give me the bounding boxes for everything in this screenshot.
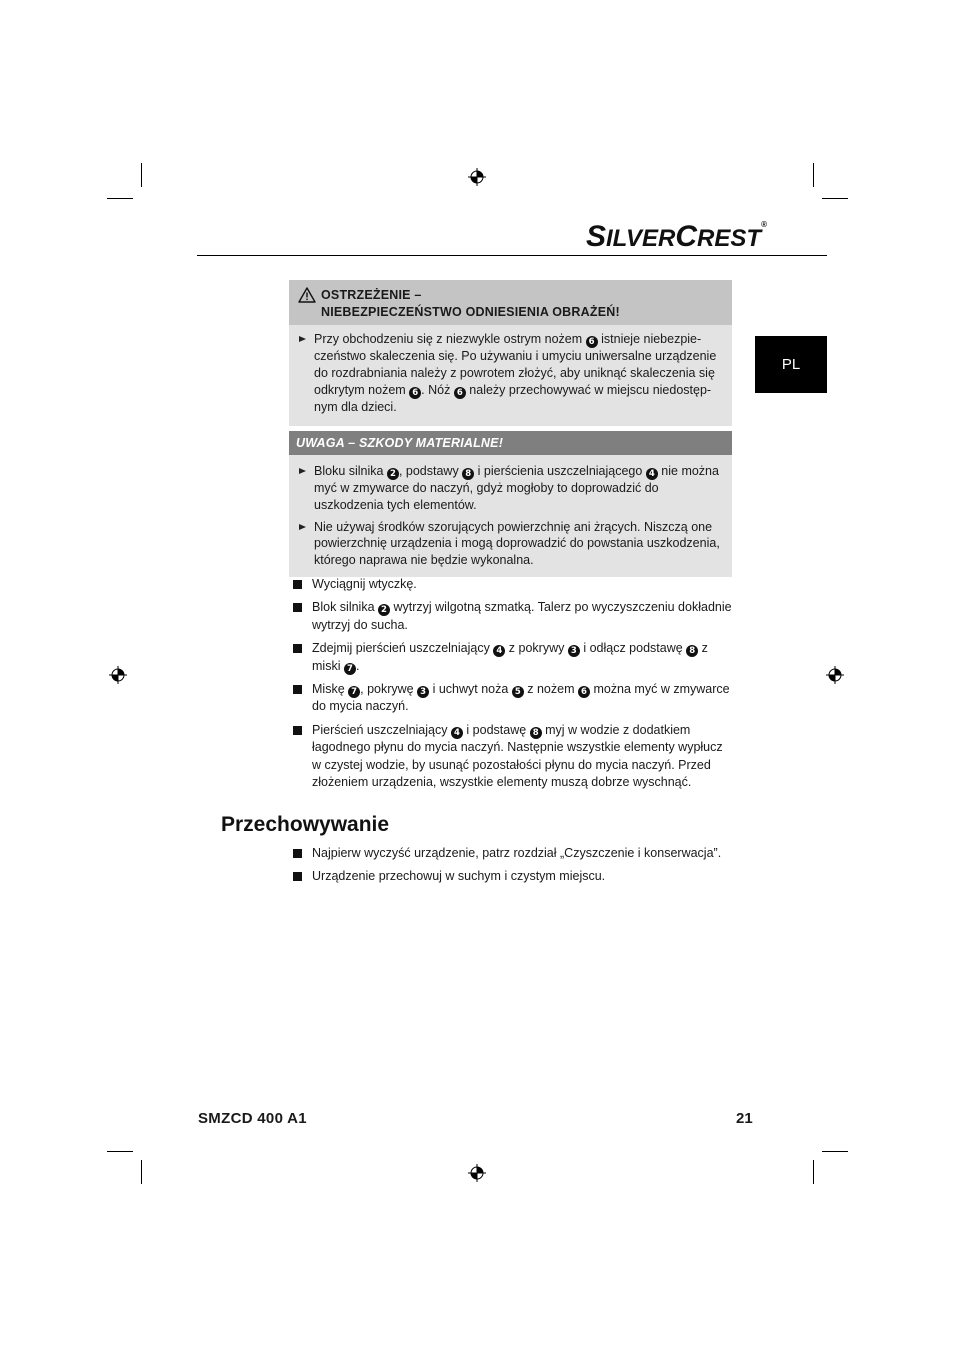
text-segment: można myć w zmywarce do mycia naczyń. [312,682,730,714]
text-segment: Blok silnika [312,600,378,615]
registration-mark-icon [826,666,844,684]
warning-header [289,280,732,325]
list-item [293,576,735,593]
attention-body [289,455,732,577]
attention-box [289,431,732,577]
text-segment: . Nóż [421,382,454,397]
page-number: 21 [736,1110,753,1127]
part-number-badge: 7 [344,663,356,675]
text-segment: Zdejmij pierścień uszczelniający [312,641,494,656]
crop-mark [141,1160,142,1184]
square-bullet-icon [293,603,302,612]
square-bullet-icon [293,644,302,653]
list-item [293,722,735,792]
text-segment: z pokrywy [505,641,568,656]
text-segment: Wyciągnij wtyczkę. [312,577,417,591]
text-segment: z miski [312,641,708,673]
header-rule [197,255,827,256]
text-segment: , pokrywę [360,682,418,697]
arrow-bullet-icon [299,468,306,474]
arrow-bullet-icon [299,524,306,530]
text-segment: Najpierw wyczyść urządzenie, patrz rozdział „Czyszczenie i konserwacja”. [312,846,722,860]
list-item [293,868,735,885]
section-title: Przechowywanie [221,813,390,836]
text-segment: należy przechowywać w miejscu niedostępnym dla dzieci. [314,382,712,414]
registration-mark-icon [468,1164,486,1182]
warning-title-line1: OSTRZEŻENIE – [321,288,422,302]
square-bullet-icon [293,849,302,858]
text-segment: Bloku silnika [314,464,387,478]
footer-model: SMZCD 400 A1 [198,1110,307,1127]
text-segment: istnieje niebezpieczeństwo skaleczenia się. Po używaniu i umyciu uniwersalne urządzenie do rozdrabniania należy z powrotem złożyć, aby uniknąć skaleczenia się odkrytym nożem [314,332,717,397]
part-number-badge: 8 [530,727,542,739]
text-segment: Przy obchodzeniu się z niezwykle ostrym nożem [314,332,586,346]
cleaning-steps-list [293,576,735,797]
text-segment: z nożem [523,682,578,697]
storage-list [293,845,735,892]
part-number-badge: 6 [409,387,421,399]
part-number-badge: 4 [451,727,463,739]
part-number-badge: 2 [387,468,399,480]
square-bullet-icon [293,726,302,735]
text-segment: i pierścienia uszczelniającego [474,464,646,478]
text-segment: i podstawę [462,722,530,737]
part-number-badge: 2 [378,604,390,616]
part-number-badge: 8 [462,468,474,480]
part-number-badge: 4 [646,468,658,480]
part-number-badge: 8 [686,645,698,657]
text-segment: myj w wodzie z dodatkiem łagodnego płynu do mycia naczyń. Następnie wszystkie elementy wypłucz w czystej wodzie, by usunąć pozostałości płynu do mycia naczyń. Przed złożeniem urządzenia, wszystkie elementy muszą dobrze wyschnąć. [312,722,723,790]
part-number-badge: 6 [578,686,590,698]
crop-mark [107,1151,133,1152]
text-segment: , podstawy [398,464,463,478]
text-segment: Nie używaj środków szorujących powierzchnię ani żrących. Niszczą one powierzchnię urządzenia i mogą doprowadzić do powstania uszkodzenia, którego naprawa nie będzie wykonalna. [314,519,720,568]
part-number-badge: 4 [493,645,505,657]
text-segment: . [355,658,360,673]
text-segment: Urządzenie przechowuj w suchym i czystym miejscu. [312,869,606,884]
part-number-badge: 6 [454,387,466,399]
square-bullet-icon [293,580,302,589]
square-bullet-icon [293,872,302,881]
registration-mark-icon [109,666,127,684]
text-segment: Pierścień uszczelniający [312,722,451,737]
text-segment: i odłącz podstawę [579,641,687,656]
crop-mark [813,163,814,187]
part-number-badge: 3 [568,645,580,657]
brand-logo: SILVERCREST® [586,220,767,253]
square-bullet-icon [293,685,302,694]
text-segment: Miskę [312,682,349,697]
text-segment: i uchwyt noża [429,682,512,697]
arrow-bullet-icon [299,336,306,342]
crop-mark [107,198,133,199]
list-item [293,640,735,675]
crop-mark [813,1160,814,1184]
language-tab-label: PL [781,356,801,373]
text-segment: nie można myć w zmywarce do naczyń, gdyż mogłoby to doprowadzić do uszkodzenia tych elementów. [314,464,719,512]
crop-mark [822,1151,848,1152]
list-item [299,463,722,514]
warning-box [289,280,732,426]
warning-title-line2: NIEBEZPIECZEŃSTWO ODNIESIENIA OBRAŻEŃ! [321,305,620,319]
attention-header: UWAGA – SZKODY MATERIALNE! [289,431,732,455]
part-number-badge: 7 [348,686,360,698]
text-segment: wytrzyj wilgotną szmatką. Talerz po wyczyszczeniu dokładnie wytrzyj do sucha. [312,600,732,632]
list-item [293,681,735,716]
list-item [299,519,722,569]
part-number-badge: 3 [417,686,429,698]
list-item [299,331,722,415]
list-item [293,599,735,634]
part-number-badge: 5 [512,686,524,698]
crop-mark [141,163,142,187]
warning-triangle-icon [298,287,316,303]
language-tab [755,336,827,393]
crop-mark [822,198,848,199]
list-item [293,845,735,862]
registration-mark-icon [468,168,486,186]
part-number-badge: 6 [586,336,598,348]
warning-body [289,325,732,426]
